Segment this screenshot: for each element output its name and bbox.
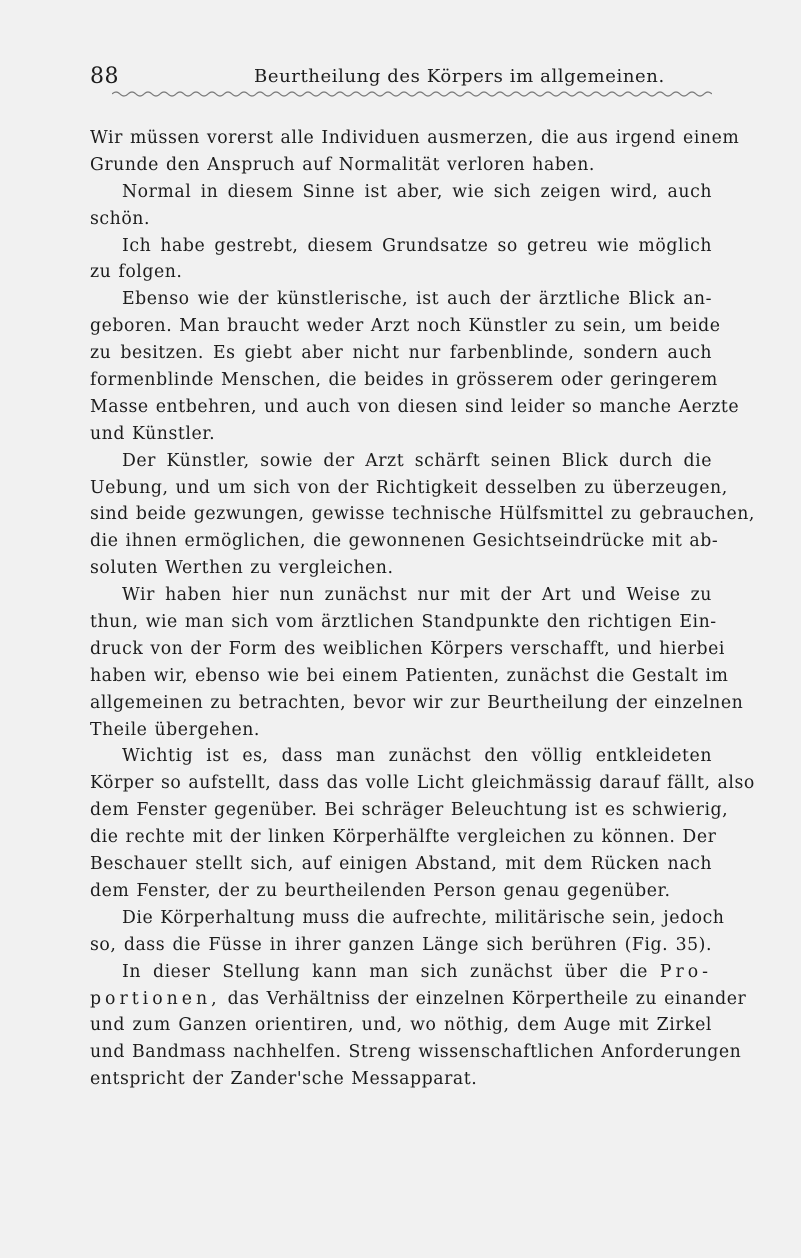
line-text: Die Körperhaltung muss die aufrechte, militärische sein, jedoch	[122, 907, 725, 928]
text-line	[90, 690, 744, 717]
spaced-word: portionen,	[90, 988, 221, 1009]
line-text: und zum Ganzen orientiren, und, wo nöthig, dem Auge mit Zirkel	[90, 1015, 712, 1036]
text-line	[90, 1012, 712, 1039]
line-text: Wir haben hier nun zunächst nur mit der Art und Weise zu	[122, 585, 712, 606]
text-line	[90, 824, 717, 851]
text-line	[90, 233, 712, 260]
line-text: schön.	[90, 208, 151, 229]
line-text: dem Fenster gegenüber. Bei schräger Beleuchtung ist es schwierig,	[90, 800, 729, 821]
text-line	[90, 125, 740, 152]
line-text: Wir müssen vorerst alle Individuen ausmerzen, die aus irgend einem	[90, 128, 740, 148]
page-number: 88	[90, 64, 119, 89]
line-text: zu besitzen. Es giebt aber nicht nur farbenblinde, sondern auch	[90, 343, 712, 364]
text-line	[90, 986, 747, 1013]
text-line	[90, 663, 729, 690]
line-text: und Bandmass nachhelfen. Streng wissenschaftlichen Anforderungen	[90, 1042, 742, 1063]
text-line	[90, 152, 712, 179]
line-text: geboren. Man braucht weder Arzt noch Künstler zu sein, um beide	[90, 316, 721, 337]
text-line	[90, 797, 729, 824]
text-line	[90, 528, 719, 555]
text-line	[90, 501, 755, 528]
line-text: soluten Werthen zu vergleichen.	[90, 558, 394, 579]
line-text: Beschauer stellt sich, auf einigen Abstand, mit dem Rücken nach	[90, 854, 712, 875]
line-text: Ich habe gestrebt, diesem Grundsatze so getreu wie möglich	[122, 235, 712, 256]
decorative-rule	[112, 88, 712, 100]
running-title: Beurtheilung des Körpers im allgemeinen.	[254, 66, 665, 87]
text-line	[90, 878, 712, 905]
text-line	[90, 717, 712, 744]
text-line	[90, 340, 712, 367]
line-text: haben wir, ebenso wie bei einem Patienten, zunächst die Gestalt im	[90, 665, 729, 686]
line-text: Körper so aufstellt, dass das volle Licht gleichmässig darauf fällt, also	[90, 773, 755, 794]
line-text: Normal in diesem Sinne ist aber, wie sich zeigen wird, auch	[122, 181, 712, 202]
body-text	[90, 125, 755, 1093]
line-text: sind beide gezwungen, gewisse technische Hülfsmittel zu gebrauchen,	[90, 504, 755, 525]
line-text: die ihnen ermöglichen, die gewonnenen Gesichtseindrücke mit ab-	[90, 531, 719, 552]
line-text: dem Fenster, der zu beurtheilenden Person genau gegenüber.	[90, 880, 671, 901]
line-text: und Künstler.	[90, 423, 216, 444]
line-text: das Verhältniss der einzelnen Körpertheile zu einander	[227, 988, 747, 1009]
spaced-word: Pro-	[659, 961, 712, 982]
text-line	[90, 475, 728, 502]
text-line	[90, 851, 712, 878]
text-line	[90, 932, 712, 959]
text-line	[90, 313, 721, 340]
text-line	[90, 743, 712, 770]
line-text: thun, wie man sich vom ärztlichen Standpunkte den richtigen Ein-	[90, 612, 717, 633]
line-text: Masse entbehren, und auch von diesen sind leider so manche Aerzte	[90, 396, 740, 417]
text-line	[90, 1039, 742, 1066]
line-text: Uebung, und um sich von der Richtigkeit desselben zu überzeugen,	[90, 477, 728, 498]
line-text: Grunde den Anspruch auf Normalität verloren haben.	[90, 154, 595, 175]
text-line	[90, 367, 718, 394]
text-line	[90, 179, 712, 206]
text-line	[90, 555, 712, 582]
text-line	[90, 421, 712, 448]
text-line	[90, 905, 725, 932]
line-text: Ebenso wie der künstlerische, ist auch der ärztliche Blick an-	[122, 289, 712, 310]
line-text: druck von der Form des weiblichen Körpers verschafft, und hierbei	[90, 638, 725, 659]
text-line	[90, 582, 712, 609]
text-line	[90, 959, 712, 986]
text-line	[90, 394, 740, 421]
line-text: In dieser Stellung kann man sich zunächst über die	[122, 961, 648, 982]
text-line	[90, 770, 755, 797]
line-text: die rechte mit der linken Körperhälfte vergleichen zu können. Der	[90, 827, 717, 848]
line-text: Wichtig ist es, dass man zunächst den völlig entkleideten	[122, 746, 712, 767]
line-text: so, dass die Füsse in ihrer ganzen Länge sich berühren (Fig. 35).	[90, 934, 712, 955]
text-line	[90, 286, 712, 313]
line-text: entspricht der Zander'sche Messapparat.	[90, 1069, 478, 1090]
text-line	[90, 636, 725, 663]
line-text: zu folgen.	[90, 262, 183, 283]
text-line	[90, 206, 712, 233]
text-line	[90, 1066, 712, 1093]
text-line	[90, 448, 712, 475]
line-text: formenblinde Menschen, die beides in grösserem oder geringerem	[90, 370, 718, 391]
line-text: Theile übergehen.	[90, 719, 260, 740]
text-line	[90, 609, 717, 636]
line-text: Der Künstler, sowie der Arzt schärft seinen Blick durch die	[122, 450, 712, 471]
line-text: allgemeinen zu betrachten, bevor wir zur Beurtheilung der einzelnen	[90, 692, 744, 713]
text-line	[90, 259, 712, 286]
